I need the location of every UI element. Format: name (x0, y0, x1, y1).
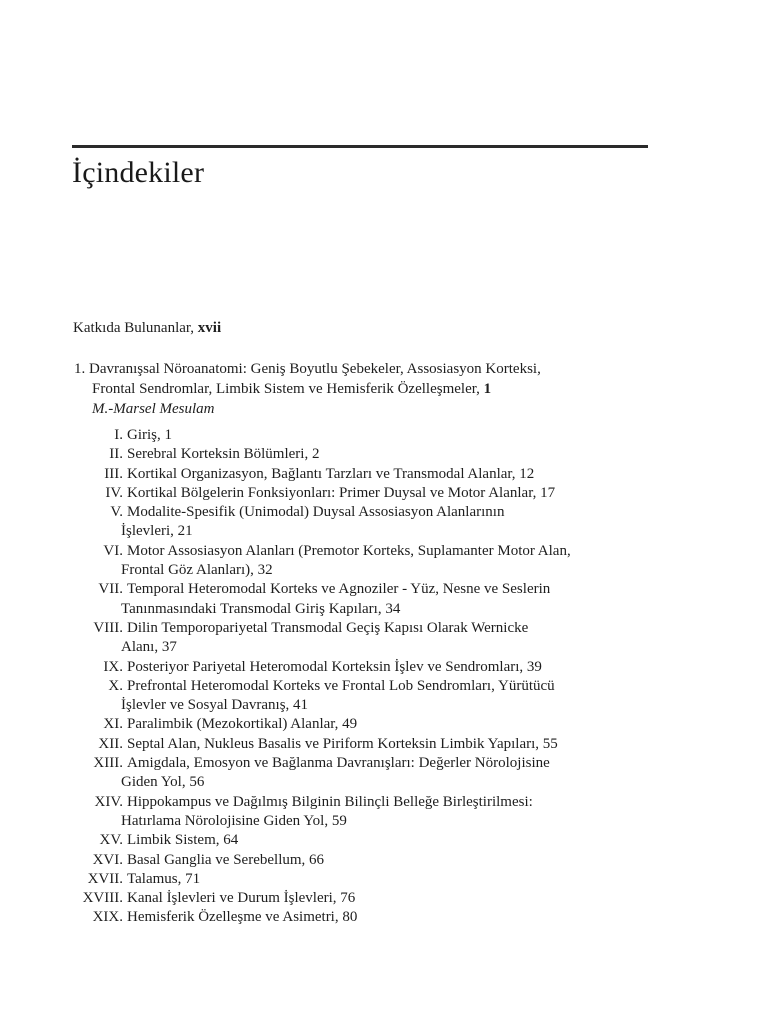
toc-section-item[interactable] (70, 484, 670, 503)
section-title: Hemisferik Özelleşme ve Asimetri, 80 (127, 909, 358, 926)
toc-section-item[interactable] (70, 754, 670, 793)
section-title-continued: Tanınmasındaki Transmodal Giriş Kapıları, 34 (121, 600, 401, 617)
top-rule (72, 145, 648, 148)
toc-section-item[interactable] (70, 658, 670, 677)
section-title-continued: Alanı, 37 (121, 639, 177, 656)
section-title: Prefrontal Heteromodal Korteks ve Frontal Lob Sendromları, Yürütücü (127, 677, 555, 694)
section-number: VIII. (93, 619, 123, 636)
section-title: Paralimbik (Mezokortikal) Alanlar, 49 (127, 716, 358, 733)
section-number: III. (104, 465, 123, 482)
chapter-number: 1. (74, 361, 86, 377)
page-title: İçindekiler (72, 156, 205, 189)
section-number: V. (110, 504, 123, 521)
toc-section-item[interactable] (70, 445, 670, 464)
toc-section-item[interactable] (70, 426, 670, 445)
chapter-title-line-1: Davranışsal Nöroanatomi: Geniş Boyutlu Şebekeler, Assosiasyon Korteksi, (89, 361, 541, 377)
toc-section-item[interactable] (70, 831, 670, 850)
toc-section-item[interactable] (70, 889, 670, 908)
contributors-page: xvii (197, 320, 222, 336)
section-title-continued: Frontal Göz Alanları), 32 (121, 562, 273, 579)
section-number: XIX. (92, 909, 123, 926)
section-list (70, 426, 670, 928)
section-title-continued: İşlevler ve Sosyal Davranış, 41 (121, 697, 309, 714)
section-number: XVII. (87, 870, 123, 887)
section-number: I. (114, 427, 123, 443)
toc-section-item[interactable] (70, 715, 670, 734)
section-number: XIV. (94, 793, 123, 810)
section-title: Modalite-Spesifik (Unimodal) Duysal Assosiasyon Alanlarının (127, 504, 505, 521)
section-number: XVIII. (82, 890, 123, 907)
section-number: VI. (103, 542, 123, 559)
section-number: XII. (98, 735, 123, 752)
toc-section-item[interactable] (70, 619, 670, 658)
section-number: IV. (105, 484, 123, 501)
toc-section-item[interactable] (70, 870, 670, 889)
section-title-continued: Giden Yol, 56 (121, 774, 205, 791)
contributors-label: Katkıda Bulunanlar, (73, 320, 195, 336)
section-title: Hippokampus ve Dağılmış Bilginin Bilinçli Belleğe Birleştirilmesi: (127, 793, 533, 810)
toc-section-item[interactable] (70, 465, 670, 484)
section-number: IX. (103, 658, 123, 675)
chapter-title-line-2: Frontal Sendromlar, Limbik Sistem ve Hemisferik Özelleşmeler, (92, 381, 480, 397)
section-number: II. (109, 446, 123, 463)
section-title: Septal Alan, Nukleus Basalis ve Piriform Korteksin Limbik Yapıları, 55 (127, 735, 558, 752)
section-title: Talamus, 71 (127, 870, 201, 887)
section-title: Dilin Temporopariyetal Transmodal Geçiş Kapısı Olarak Wernicke (127, 619, 529, 636)
section-title: Motor Assosiasyon Alanları (Premotor Korteks, Suplamanter Motor Alan, (127, 542, 571, 559)
toc-section-item[interactable] (70, 503, 670, 542)
section-title-continued: İşlevleri, 21 (121, 523, 193, 540)
section-number: XV. (99, 832, 123, 849)
toc-section-item[interactable] (70, 793, 670, 832)
toc-section-item[interactable] (70, 735, 670, 754)
toc-section-item[interactable] (70, 908, 670, 927)
section-title: Kortikal Organizasyon, Bağlantı Tarzları ve Transmodal Alanlar, 12 (127, 465, 535, 482)
chapter-page: 1 (483, 381, 492, 397)
toc-section-item[interactable] (70, 580, 670, 619)
section-title: Basal Ganglia ve Serebellum, 66 (127, 851, 325, 868)
section-number: XI. (103, 716, 123, 733)
section-title: Limbik Sistem, 64 (127, 832, 239, 849)
chapter-author: M.-Marsel Mesulam (92, 401, 215, 417)
section-number: XVI. (92, 851, 123, 868)
toc-section-item[interactable] (70, 851, 670, 870)
section-title: Kortikal Bölgelerin Fonksiyonları: Primer Duysal ve Motor Alanlar, 17 (127, 484, 556, 501)
section-title: Kanal İşlevleri ve Durum İşlevleri, 76 (127, 890, 356, 907)
section-number: XIII. (93, 755, 123, 772)
section-title: Giriş, 1 (127, 427, 172, 443)
toc-section-item[interactable] (70, 542, 670, 581)
section-title: Posteriyor Pariyetal Heteromodal Korteksin İşlev ve Sendromları, 39 (127, 658, 542, 675)
section-number: VII. (98, 581, 123, 598)
contributors-entry[interactable] (73, 320, 221, 337)
section-title: Serebral Korteksin Bölümleri, 2 (127, 446, 320, 463)
section-title-continued: Hatırlama Nörolojisine Giden Yol, 59 (121, 812, 347, 829)
section-number: X. (108, 677, 123, 694)
chapter-1-entry[interactable] (74, 359, 654, 419)
toc-section-item[interactable] (70, 677, 670, 716)
section-title: Temporal Heteromodal Korteks ve Agnoziler - Yüz, Nesne ve Seslerin (127, 581, 551, 598)
section-title: Amigdala, Emosyon ve Bağlanma Davranışları: Değerler Nörolojisine (127, 755, 550, 772)
